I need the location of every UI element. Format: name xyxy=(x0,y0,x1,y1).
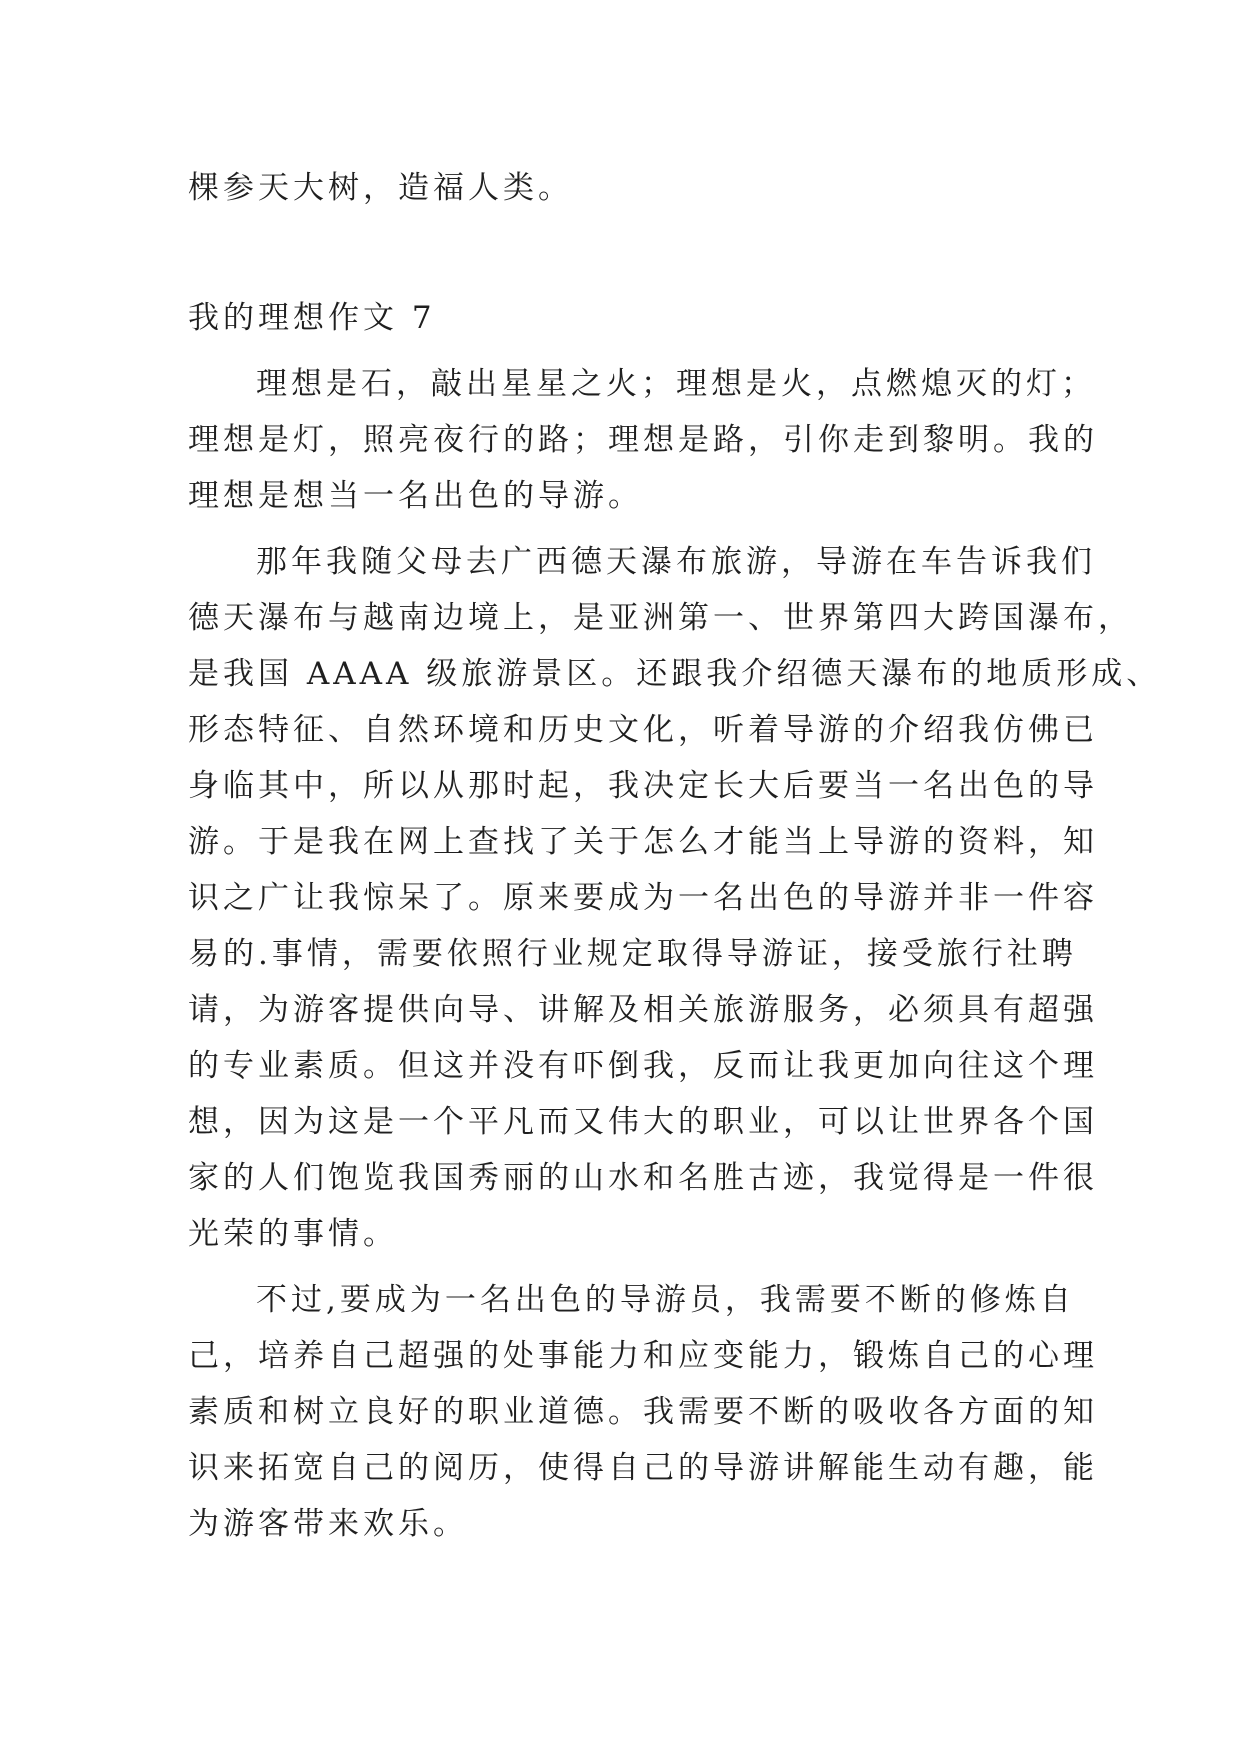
text-line: 是我国 AAAA 级旅游景区。还跟我介绍德天瀑布的地质形成、 xyxy=(188,656,1162,692)
section-title xyxy=(188,290,1068,346)
text-line: 德天瀑布与越南边境上，是亚洲第一、世界第四大跨国瀑布， xyxy=(188,600,1133,636)
text-line: 身临其中，所以从那时起，我决定长大后要当一名出色的导 xyxy=(188,768,1098,804)
text-line: 不过,要成为一名出色的导游员，我需要不断的修炼自 xyxy=(256,1282,1075,1318)
text-line: 形态特征、自然环境和历史文化，听着导游的介绍我仿佛已 xyxy=(188,712,1098,748)
text-line: 那年我随父母去广西德天瀑布旅游，导游在车告诉我们 xyxy=(256,544,1096,580)
text-line: 识之广让我惊呆了。原来要成为一名出色的导游并非一件容 xyxy=(188,880,1098,916)
text-line: 光荣的事情。 xyxy=(188,1216,398,1252)
text-line: 想，因为这是一个平凡而又伟大的职业，可以让世界各个国 xyxy=(188,1104,1098,1140)
text-line: 的专业素质。但这并没有吓倒我，反而让我更加向往这个理 xyxy=(188,1048,1098,1084)
text-line: 棵参天大树，造福人类。 xyxy=(188,170,573,206)
paragraph-3 xyxy=(188,1272,1098,1552)
text-line: 请，为游客提供向导、讲解及相关旅游服务，必须具有超强 xyxy=(188,992,1098,1028)
text-line: 素质和树立良好的职业道德。我需要不断的吸收各方面的知 xyxy=(188,1394,1098,1430)
previous-paragraph-end xyxy=(188,160,1068,216)
text-line: 识来拓宽自己的阅历，使得自己的导游讲解能生动有趣，能 xyxy=(188,1450,1098,1486)
text-line: 理想是石，敲出星星之火；理想是火，点燃熄灭的灯； xyxy=(256,366,1096,402)
text-line: 己，培养自己超强的处事能力和应变能力，锻炼自己的心理 xyxy=(188,1338,1098,1374)
text-line: 游。于是我在网上查找了关于怎么才能当上导游的资料，知 xyxy=(188,824,1098,860)
text-line: 易的.事情，需要依照行业规定取得导游证，接受旅行社聘 xyxy=(188,936,1077,972)
paragraph-2 xyxy=(188,534,1162,1262)
text-line: 为游客带来欢乐。 xyxy=(188,1506,468,1542)
document-body xyxy=(188,160,1162,1552)
section-title-text: 我的理想作文 7 xyxy=(188,300,436,336)
text-line: 家的人们饱览我国秀丽的山水和名胜古迹，我觉得是一件很 xyxy=(188,1160,1098,1196)
text-line: 理想是灯，照亮夜行的路；理想是路，引你走到黎明。我的 xyxy=(188,422,1098,458)
text-line: 理想是想当一名出色的导游。 xyxy=(188,478,643,514)
paragraph-1 xyxy=(188,356,1098,524)
